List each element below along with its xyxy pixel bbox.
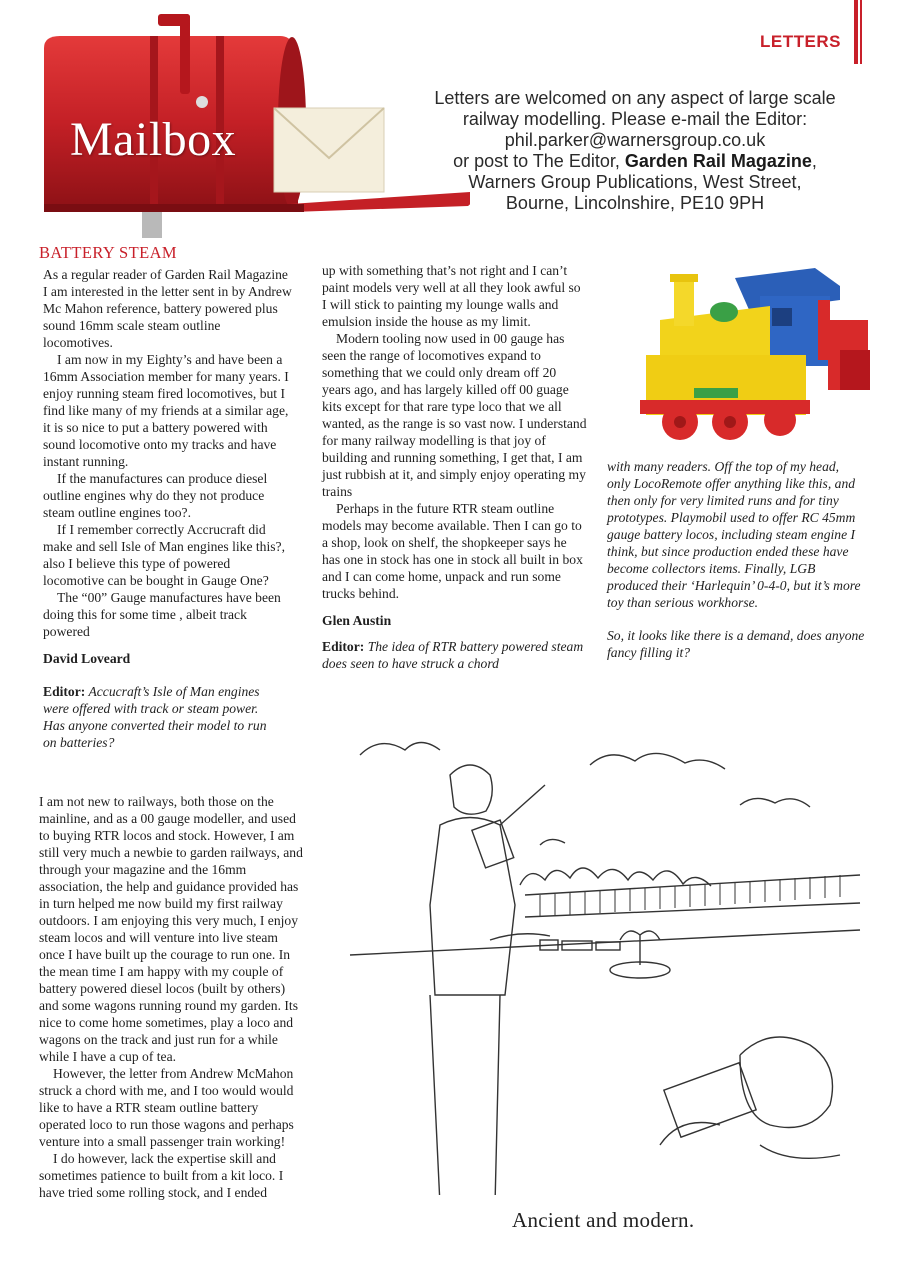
letter-2-part-1 <box>39 793 305 1201</box>
intro-line: Letters are welcomed on any aspect of large scale <box>434 88 836 108</box>
editor-reply-continued <box>607 458 865 661</box>
editor-reply: Editor: The idea of RTR battery powered steam does seen to have struck a chord <box>322 639 584 671</box>
section-bar <box>854 0 858 64</box>
letter-paragraph: The “00” Gauge manufactures have been doing this for some time , albeit track powered <box>43 590 281 639</box>
section-bar-thin <box>860 0 862 64</box>
section-tag: LETTERS <box>760 32 841 51</box>
letter-paragraph: If the manufactures can produce diesel outline engines why do they not produce steam outline engines too?. <box>43 471 268 520</box>
letter-paragraph: However, the letter from Andrew McMahon struck a chord with me, and I too would would like to have a RTR steam outline battery operated loco to run those wagons and perhaps venture into a small passenger train working! <box>39 1066 294 1149</box>
letter-paragraph: I am now in my Eighty’s and have been a 16mm Association member for many years. I enjoy running steam fired locomotives, but I find like many of my friends at a similar age, it is so nice to put a battery powered with sound locomotive onto my tracks and have instant running. <box>43 352 289 469</box>
letter-paragraph: up with something that’s not right and I can’t paint models very well at all they look awful so I will stick to painting my lounge walls and emulsion inside the house as my limit. <box>322 263 581 329</box>
intro-post-line: or post to The Editor, Garden Rail Magazine, <box>453 151 817 171</box>
mailbox-title: Mailbox <box>70 113 237 166</box>
letter-paragraph: Perhaps in the future RTR steam outline models may become available. Then I can go to a shop, look on shelf, the shopkeeper says he has one in stock has one in stock all built in box and I can come home, unpack and run some trucks behind. <box>322 501 583 601</box>
letter-2-part-2 <box>322 262 588 672</box>
illustration-caption: Ancient and modern. <box>512 1208 695 1232</box>
editor-email[interactable]: phil.parker@warnersgroup.co.uk <box>504 130 766 150</box>
address-line: Warners Group Publications, West Street, <box>468 172 802 192</box>
editor-paragraph: with many readers. Off the top of my head, only LocoRemote offer anything like this, and then only for very limited runs and for tiny prototypes. Playmobil used to offer RC 45mm gauge battery locos, including steam engine I think, but since production ended these have become collectors items. Finally, LGB produced their ‘Harlequin’ 0-4-0, but it’s more toy than serious workhorse. <box>607 459 861 610</box>
letter-paragraph: If I remember correctly Accrucraft did make and sell Isle of Man engines like this?, also I believe this type of powered locomotive can be bought in Gauge One? <box>43 522 285 588</box>
letter-paragraph: I do however, lack the expertise skill and sometimes patience to built from a kit loco. I have tried some rolling stock, and I ended <box>39 1151 284 1200</box>
envelope-icon <box>274 108 384 192</box>
toy-locomotive-image <box>640 260 880 450</box>
letter-signature: Glen Austin <box>322 613 392 628</box>
letter-heading: BATTERY STEAM <box>39 243 177 262</box>
letter-paragraph: Modern tooling now used in 00 gauge has seen the range of locomotives expand to something that we could only dream off 20 years ago, and has largely killed off 00 guage kits except for that rare type loco that we all wanted, as the range is so vast now. I understand for many railway modelling is that joy of building and running something, I get that, I am just rubbish at it, and simply enjoy operating my trains <box>322 331 587 499</box>
editor-reply: Editor: Accucraft’s Isle of Man engines were offered with track or steam power. Has anyone converted their model to run on batteries? <box>43 684 267 750</box>
letter-1 <box>43 266 293 751</box>
letter-paragraph: I am not new to railways, both those on the mainline, and as a 00 gauge modeller, and used to buying RTR locos and stock. However, I am still very much a newbie to garden railways, and through your magazine and the 16mm association, the help and guidance provided has in turn helped me now build my first railway outdoors. I am enjoying this very much, I enjoy steam locos and will venture into live steam once I have built up the courage to run one. In the mean time I am happy with my couple of battery powered diesel locos (built by others) and some wagons running round my garden. Its nice to come home sometimes, play a loco and wagons on the track and just run for a while while I have a cup of tea. <box>39 794 303 1064</box>
intro-line: railway modelling. Please e-mail the Editor: <box>462 109 808 129</box>
intro-text <box>410 88 860 214</box>
letter-signature: David Loveard <box>43 651 131 666</box>
letter-paragraph: As a regular reader of Garden Rail Magazine I am interested in the letter sent in by Andrew Mc Mahon reference, battery powered plus sound 16mm scale steam outline locomotives. <box>43 267 292 350</box>
pen-sketch-image <box>340 725 870 1195</box>
magazine-name: Garden Rail Magazine <box>624 151 812 171</box>
address-line: Bourne, Lincolnshire, PE10 9PH <box>505 193 765 213</box>
editor-paragraph: So, it looks like there is a demand, does anyone fancy filling it? <box>607 628 865 660</box>
